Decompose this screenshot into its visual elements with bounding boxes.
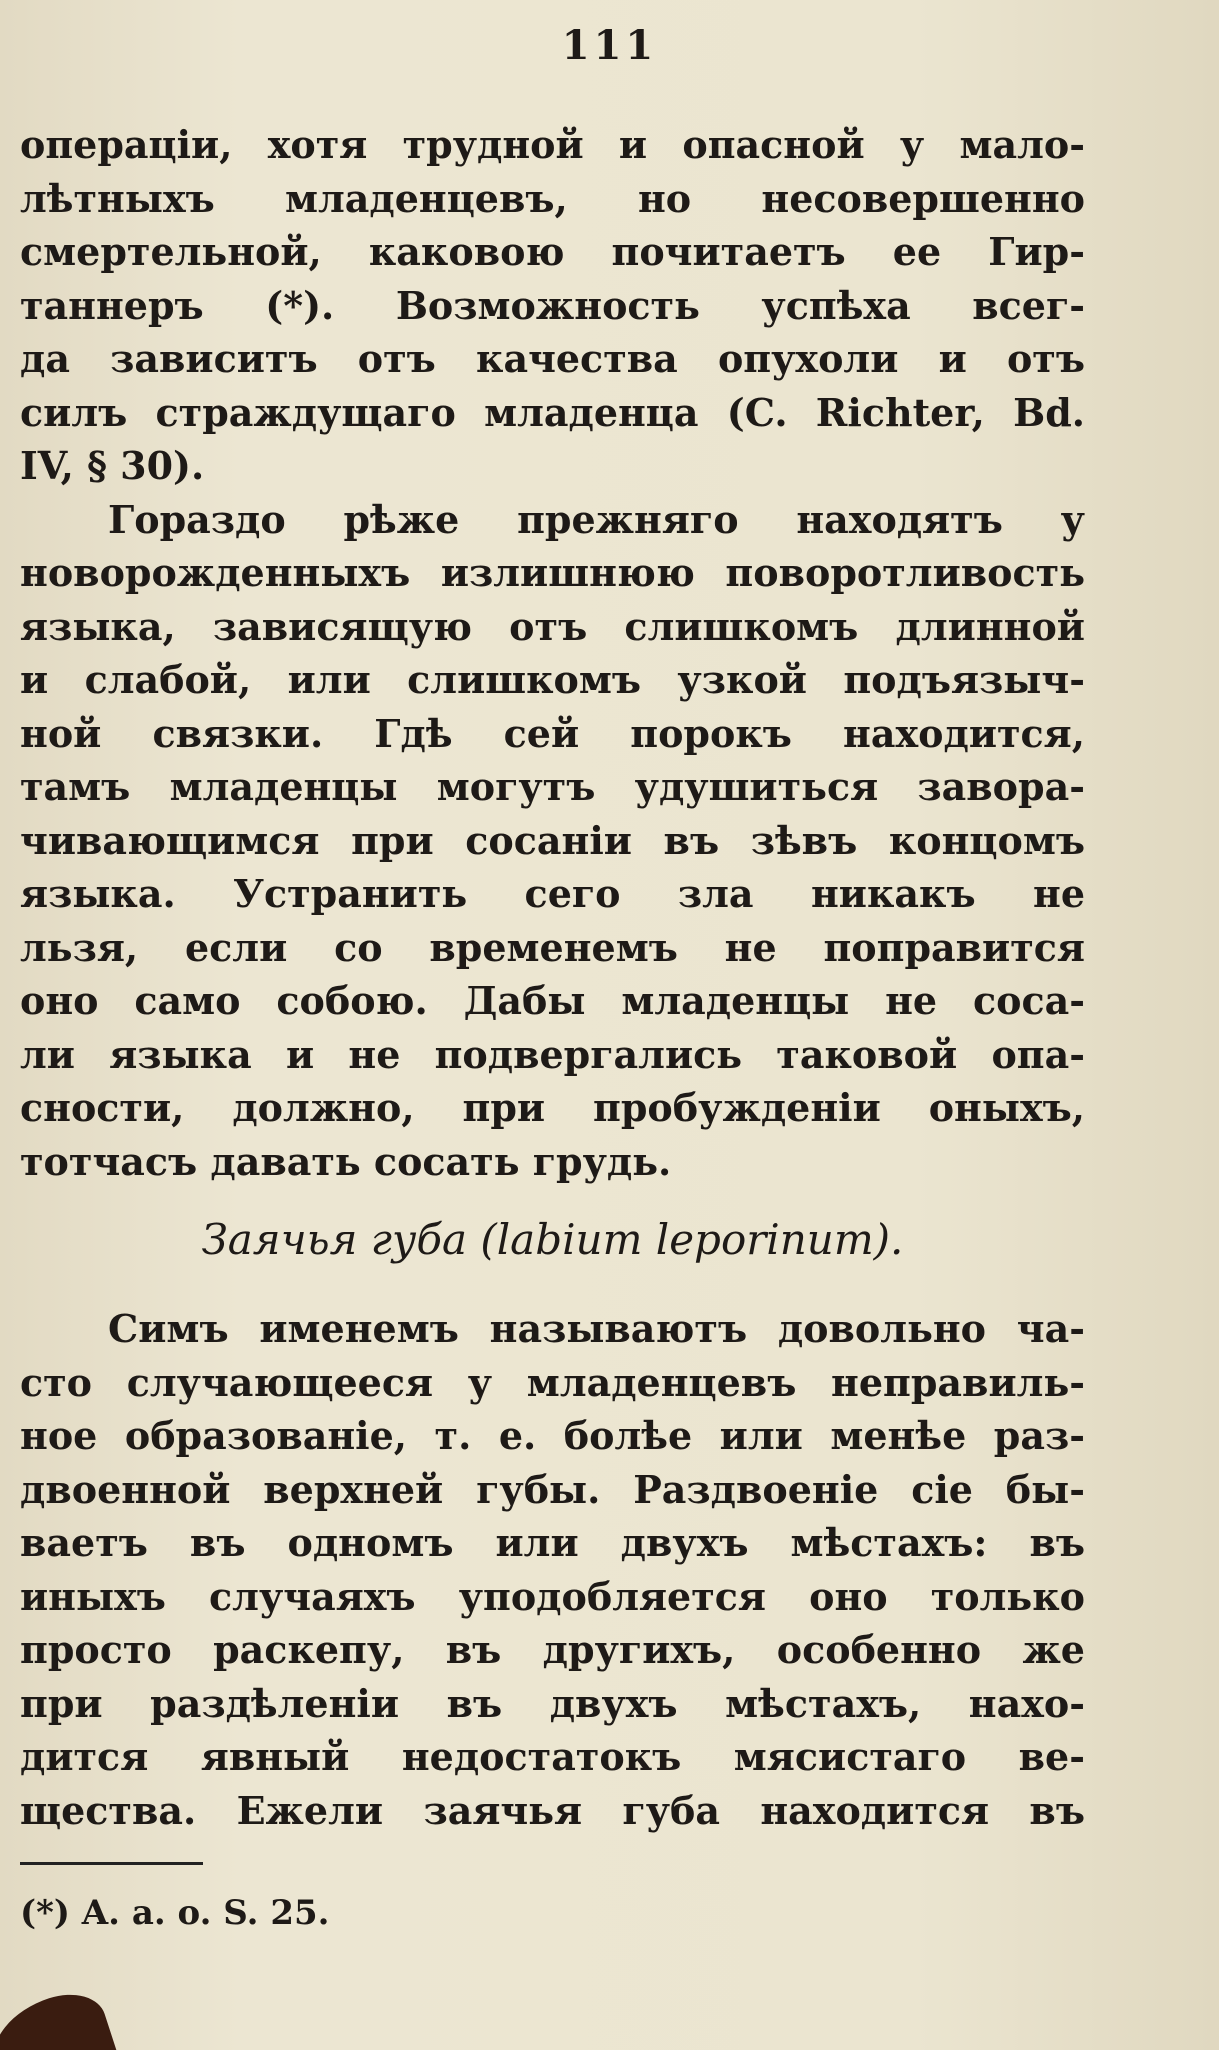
- text-line: да зависитъ отъ качества опухоли и отъ: [20, 336, 1085, 381]
- text-line: IV, § 30).: [20, 443, 205, 488]
- spacer: [20, 1284, 1085, 1302]
- text-line: сности, должно, при пробужденіи оныхъ,: [20, 1085, 1085, 1130]
- text-line: языка. Устранить сего зла никакъ не: [20, 871, 1085, 916]
- text-line: ли языка и не подвергались таковой опа-: [20, 1031, 1085, 1077]
- page-number: 111: [561, 22, 658, 69]
- text-line: просто раскепу, въ другихъ, особенно же: [20, 1627, 1085, 1672]
- text-line: лѣтныхъ младенцевъ, но несовершенно: [20, 175, 1085, 221]
- text-line: таннеръ (*). Возможность успѣха всег-: [20, 282, 1085, 328]
- page-corner-stain: [0, 1983, 119, 2050]
- text-line: Симъ именемъ называютъ довольно ча-: [108, 1306, 1085, 1351]
- text-line: языка, зависящую отъ слишкомъ длинной: [20, 603, 1085, 649]
- text-line: смертельной, каковою почитаетъ ее Гир-: [20, 229, 1085, 274]
- text-line: тотчасъ давать сосать грудь.: [20, 1138, 672, 1184]
- text-line: при раздѣленіи въ двухъ мѣстахъ, нахо-: [20, 1680, 1085, 1726]
- text-line: сто случающееся у младенцевъ неправиль-: [20, 1359, 1085, 1405]
- text-line: иныхъ случаяхъ уподобляется оно только: [20, 1573, 1085, 1619]
- paragraph-2: [20, 493, 1085, 1189]
- body-text: [20, 118, 1085, 1837]
- text-line: ваетъ въ одномъ или двухъ мѣстахъ: въ: [20, 1520, 1085, 1565]
- text-line: новорожденныхъ излишнюю поворотливость: [20, 550, 1085, 595]
- text-line: льзя, если со временемъ не поправится: [20, 924, 1085, 970]
- text-line: оно само собою. Дабы младенцы не соса-: [20, 978, 1085, 1023]
- footnote: (*) A. a. o. S. 25.: [20, 1893, 330, 1933]
- paragraph-3: [20, 1302, 1085, 1837]
- text-line: ной связки. Гдѣ сей порокъ находится,: [20, 710, 1085, 756]
- text-line: операціи, хотя трудной и опасной у мало-: [20, 122, 1085, 167]
- text-line: и слабой, или слишкомъ узкой подъязыч-: [20, 657, 1085, 702]
- text-line: двоенной верхней губы. Раздвоеніе сіе бы-: [20, 1466, 1085, 1512]
- text-line: Гораздо рѣже прежняго находятъ у: [108, 496, 1085, 542]
- paragraph-1: [20, 118, 1085, 493]
- text-line: тамъ младенцы могутъ удушиться завора-: [20, 764, 1085, 809]
- text-line: ное образованіе, т. е. болѣе или менѣе раз-: [20, 1413, 1085, 1458]
- text-line: щества. Ежели заячья губа находится въ: [20, 1787, 1085, 1833]
- text-line: дится явный недостатокъ мясистаго ве-: [20, 1734, 1085, 1779]
- section-heading: Заячья губа (labium leporinum).: [201, 1215, 904, 1264]
- text-line: силъ страждущаго младенца (C. Richter, Bd.: [20, 389, 1085, 435]
- text-line: чивающимся при сосаніи въ зѣвъ концомъ: [20, 817, 1085, 863]
- footnote-divider: [20, 1862, 203, 1865]
